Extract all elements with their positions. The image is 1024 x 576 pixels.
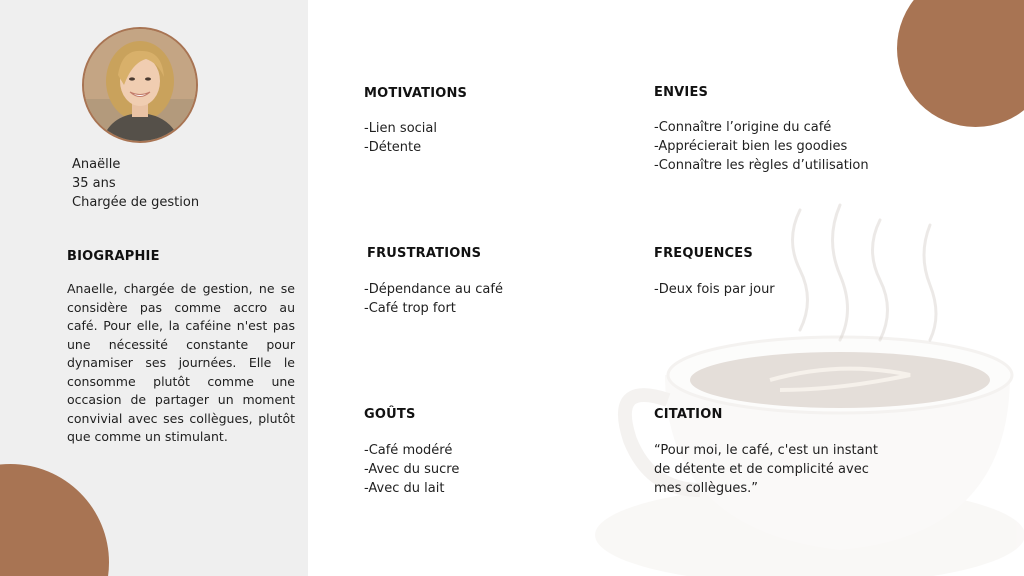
- gouts-heading: GOÛTS: [364, 407, 416, 422]
- list-item: -Avec du sucre: [364, 462, 460, 477]
- frustrations-heading: FRUSTRATIONS: [367, 246, 482, 261]
- avatar: [82, 27, 198, 143]
- list-item: -Détente: [364, 140, 422, 155]
- biography-heading: BIOGRAPHIE: [67, 249, 160, 264]
- list-item: -Connaître les règles d’utilisation: [654, 158, 869, 173]
- frequences-heading: FREQUENCES: [654, 246, 753, 261]
- list-item: -Dépendance au café: [364, 282, 503, 297]
- portrait-image: [84, 29, 196, 141]
- decorative-circle-top-right: [897, 0, 1024, 127]
- envies-heading: ENVIES: [654, 85, 709, 100]
- list-item: -Lien social: [364, 121, 437, 136]
- list-item: -Avec du lait: [364, 481, 445, 496]
- frequences-list: [654, 280, 775, 299]
- envies-list: [654, 118, 869, 175]
- frustrations-list: [364, 280, 503, 318]
- gouts-list: [364, 441, 459, 498]
- citation-text: “Pour moi, le café, c'est un instant de détente et de complicité avec mes collègues.”: [654, 443, 878, 496]
- citation-heading: CITATION: [654, 407, 723, 422]
- motivations-list: [364, 119, 437, 157]
- motivations-heading: MOTIVATIONS: [364, 86, 468, 101]
- persona-role: Chargée de gestion: [72, 195, 200, 210]
- list-item: -Café modéré: [364, 443, 453, 458]
- persona-name: Anaëlle: [72, 157, 121, 172]
- list-item: -Café trop fort: [364, 301, 456, 316]
- persona-age: 35 ans: [72, 176, 116, 191]
- list-item: -Apprécierait bien les goodies: [654, 139, 848, 154]
- list-item: -Deux fois par jour: [654, 282, 775, 297]
- biography-text: Anaelle, chargée de gestion, ne se considère pas comme accro au café. Pour elle, la caféine n'est pas une nécessité constante pour dynamiser ses journées. Elle le consomme plutôt comme une occasion de partager un moment convivial avec ses collègues, plutôt que comme un stimulant.: [67, 281, 295, 444]
- persona-identity: [72, 155, 199, 212]
- profile-sidebar: [0, 0, 308, 576]
- list-item: -Connaître l’origine du café: [654, 120, 832, 135]
- decorative-circle-bottom-left: [0, 464, 109, 576]
